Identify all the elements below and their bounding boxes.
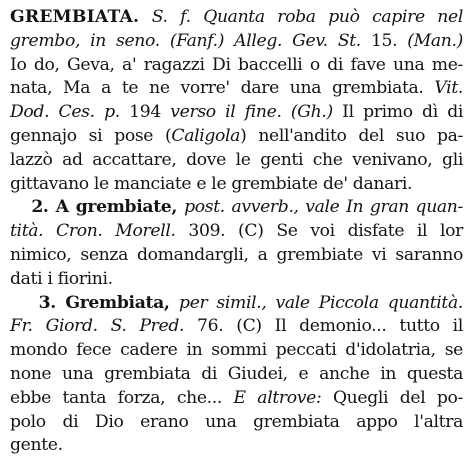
body-text: nimico, senza domandargli, a grembiate vi saranno	[10, 244, 463, 265]
body-text: Il primo dì di	[332, 102, 463, 123]
body-text: gittavano le manciate e le grembiate de' danari.	[10, 173, 413, 194]
body-text: 15.	[360, 30, 408, 51]
entry-line	[10, 196, 463, 220]
entry-line	[10, 173, 463, 197]
citation-text: Vit.	[434, 78, 463, 99]
body-text: lazzò ad accattare, dove le genti che venivano, gli	[10, 149, 463, 170]
entry-line	[10, 77, 463, 101]
entry-line	[10, 125, 463, 149]
body-text: Quegli del po-	[321, 387, 464, 408]
body-text: ) nell'andito del suo pa-	[240, 125, 463, 146]
entry-line	[10, 30, 463, 54]
citation-text: Fr. Giord. S. Pred.	[10, 316, 185, 337]
citation-text: Dod. Ces. p.	[10, 102, 120, 123]
body-text: nata, Ma a te ne vorre' dare una grembiata.	[10, 78, 435, 99]
headword: GREMBIATA	[10, 7, 134, 27]
body-text: gente.	[10, 435, 63, 456]
body-text: ebbe tanta forza, che...	[10, 387, 234, 408]
citation-text: (Man.)	[407, 30, 463, 51]
citation-text: verso il fine. (Gh.)	[170, 102, 333, 123]
citation-text: per simil., vale Piccola quantità.	[179, 292, 463, 313]
body-text: none una grembiata di Giudei, e anche in questa	[10, 363, 463, 384]
citation-text: Caligola	[171, 125, 241, 146]
body-text: Io do, Geva, a' ragazzi Di baccelli o di fave una me-	[10, 54, 463, 75]
body-text: 309. (C) Se voi disfate il lor	[175, 221, 463, 242]
sense-heading: .	[133, 7, 152, 27]
body-text: polo di Dio erano una grembiata appo l'altra	[10, 411, 463, 432]
entry-line	[10, 292, 463, 316]
body-text: mondo fece cadere in sommi peccati d'idolatria, se	[10, 340, 463, 361]
citation-text: S. f. Quanta roba può capire nel	[151, 7, 463, 27]
sense-heading: 2. A grembiate,	[10, 197, 185, 218]
entry-line	[10, 244, 463, 268]
body-text: 194	[119, 102, 171, 123]
citation-text: tità. Cron. Morell.	[10, 221, 176, 242]
entry-line	[10, 6, 463, 30]
body-text: 76. (C) Il demonio... tutto il	[184, 316, 463, 337]
body-text: gennajo si pose (	[10, 125, 172, 146]
entry-line	[10, 268, 463, 292]
entry-line	[10, 411, 463, 435]
citation-text: E altrove:	[233, 387, 322, 408]
entry-line	[10, 220, 463, 244]
entry-line	[10, 149, 463, 173]
body-text: dati i fiorini.	[10, 268, 113, 289]
entry-line	[10, 434, 463, 458]
citation-text: grembo, in seno. (Fanf.) Alleg. Gev. St.	[10, 30, 361, 51]
entry-line	[10, 101, 463, 125]
entry-line	[10, 339, 463, 363]
entry-text	[10, 6, 463, 458]
entry-line	[10, 54, 463, 78]
entry-line	[10, 315, 463, 339]
sense-heading: 3. Grembiata,	[10, 292, 180, 313]
citation-text: post. avverb., vale In gran quan-	[184, 197, 463, 218]
entry-line	[10, 363, 463, 387]
